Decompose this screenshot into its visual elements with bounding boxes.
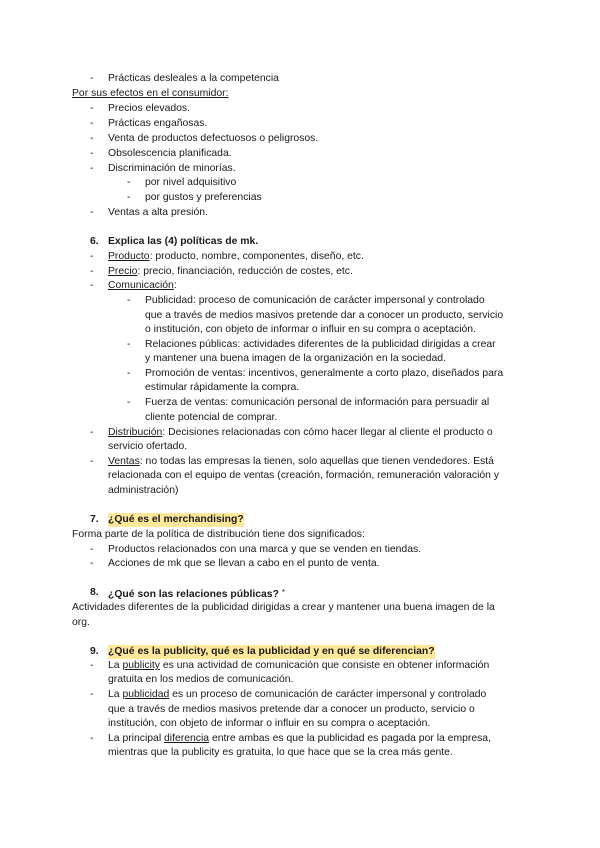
text-line: que a través de medios masivos pretende dar a conocer un producto, servicio o: [108, 704, 475, 715]
question-number: 7.: [90, 514, 99, 525]
list-item: Discriminación de minorías.: [108, 163, 236, 174]
question-title: ¿Qué es la publicity, qué es la publicidad y en qué se diferencian?: [108, 646, 435, 657]
list-dash: -: [127, 295, 131, 306]
list-dash: -: [90, 558, 94, 569]
list-item: Prácticas desleales a la competencia: [108, 73, 279, 84]
question-number: 9.: [90, 646, 99, 657]
list-dash: -: [90, 427, 94, 438]
list-item: Ventas: no todas las empresas la tienen, solo aquellas que tienen vendedores. Está: [108, 456, 494, 467]
asterisk-mark: *: [281, 588, 285, 597]
section-subheading: Por sus efectos en el consumidor:: [72, 88, 229, 99]
text-line: que a través de medios masivos pretende dar a conocer un producto, servicio: [145, 310, 504, 321]
text-line: mientras que la publicity es gratuita, lo que hace que se la crea más gente.: [108, 747, 453, 758]
term: Distribución: [108, 427, 163, 438]
list-dash: -: [90, 73, 94, 84]
text-line: Publicidad: proceso de comunicación de carácter impersonal y controlado: [145, 295, 485, 306]
list-item: Ventas a alta presión.: [108, 207, 208, 218]
text-line: y mantener una buena imagen de la organización en la sociedad.: [145, 353, 446, 364]
text-line: Relaciones públicas: actividades diferentes de la publicidad dirigidas a crear: [145, 339, 496, 350]
question-title: ¿Qué es el merchandising?: [108, 514, 244, 525]
list-dash: -: [127, 397, 131, 408]
text-line: Fuerza de ventas: comunicación personal de información para persuadir al: [145, 397, 490, 408]
list-dash: -: [90, 733, 94, 744]
list-dash: -: [90, 251, 94, 262]
text-line: estimular rápidamente la compra.: [145, 382, 300, 393]
term: diferencia: [164, 733, 210, 744]
list-dash: -: [127, 339, 131, 350]
text-line: cliente potencial de comprar.: [145, 412, 278, 423]
list-item: Venta de productos defectuosos o peligrosos.: [108, 133, 319, 144]
list-dash: -: [127, 368, 131, 379]
text-line: Actividades diferentes de la publicidad dirigidas a crear y mantener una buena imagen de la: [72, 602, 495, 613]
list-dash: -: [127, 177, 131, 188]
term: Producto: [108, 251, 150, 262]
list-item: Producto: producto, nombre, componentes, diseño, etc.: [108, 251, 364, 262]
list-dash: -: [90, 544, 94, 555]
list-dash: -: [90, 118, 94, 129]
list-dash: -: [90, 207, 94, 218]
list-dash: -: [90, 689, 94, 700]
list-dash: -: [90, 148, 94, 159]
list-item: Obsolescencia planificada.: [108, 148, 232, 159]
text-line: gratuita en los medios de comunicación.: [108, 674, 294, 685]
list-dash: -: [90, 280, 94, 291]
list-item: Productos relacionados con una marca y que se venden en tiendas.: [108, 544, 422, 555]
text-line: administración): [108, 485, 179, 496]
term: publicity: [122, 660, 160, 671]
question-title: Explica las (4) políticas de mk.: [108, 236, 259, 247]
list-item: Acciones de mk que se llevan a cabo en el punto de venta.: [108, 558, 380, 569]
text-line: org.: [72, 617, 90, 628]
list-dash: -: [90, 456, 94, 467]
list-dash: -: [90, 266, 94, 277]
text-line: servicio ofertado.: [108, 441, 188, 452]
list-item: La publicidad es un proceso de comunicación de carácter impersonal y controlado: [108, 689, 487, 700]
list-dash: -: [90, 133, 94, 144]
list-item: La principal diferencia entre ambas es que la publicidad es pagada por la empresa,: [108, 733, 491, 744]
list-dash: -: [127, 192, 131, 203]
list-dash: -: [90, 163, 94, 174]
text-line: institución, con objeto de informar o influir en su compra o aceptación.: [108, 718, 431, 729]
question-number: 6.: [90, 236, 99, 247]
question-number: 8.: [90, 587, 99, 598]
text-line: Promoción de ventas: incentivos, generalmente a corto plazo, diseñados para: [145, 368, 504, 379]
term: Precio: [108, 266, 138, 277]
list-item: Precio: precio, financiación, reducción de costes, etc.: [108, 266, 353, 277]
list-item: Comunicación:: [108, 280, 177, 291]
term: Comunicación: [108, 280, 174, 291]
list-subitem: por gustos y preferencias: [145, 192, 262, 203]
list-item: Prácticas engañosas.: [108, 118, 208, 129]
term: publicidad: [122, 689, 170, 700]
list-subitem: por nivel adquisitivo: [145, 177, 237, 188]
term: Ventas: [108, 456, 140, 467]
list-dash: -: [90, 660, 94, 671]
text-line: o institución, con objeto de informar o influir en su compra o aceptación.: [145, 324, 476, 335]
list-dash: -: [90, 103, 94, 114]
text-line: relacionada con el equipo de ventas (creación, formación, remuneración valoración y: [108, 470, 500, 481]
text-line: Forma parte de la política de distribución tiene dos significados:: [72, 529, 365, 540]
list-item: La publicity es una actividad de comunicación que consiste en obtener información: [108, 660, 490, 671]
list-item: Precios elevados.: [108, 103, 191, 114]
list-item: Distribución: Decisiones relacionadas con cómo hacer llegar al cliente el producto o: [108, 427, 493, 438]
question-title: ¿Qué son las relaciones públicas? *: [108, 588, 285, 600]
